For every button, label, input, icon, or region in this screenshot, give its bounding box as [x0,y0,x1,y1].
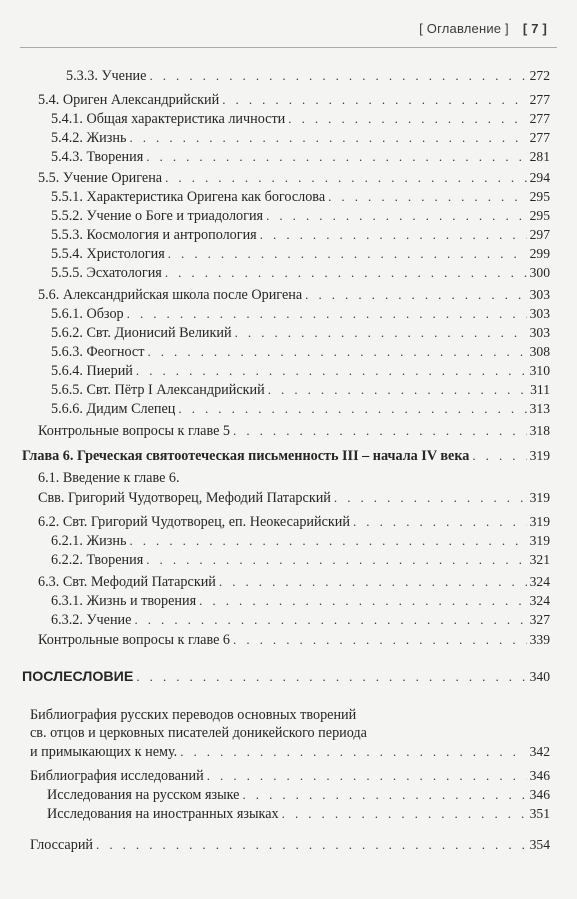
toc-entry-page: 319 [529,448,550,463]
toc-entry-page: 339 [529,632,550,647]
toc-entry-title: Исследования на иностранных языках [47,806,279,822]
toc-entry[interactable] [38,513,550,531]
toc-entry-title: 5.5.5. Эсхатология [51,265,162,281]
toc-entry-title[interactable]: 6.1. Введение к главе 6. [38,470,180,486]
toc-entry[interactable] [47,805,550,823]
toc-entry-page: 272 [529,68,550,83]
toc-entry-title: Глава 6. Греческая святоотеческая письменность III – начала IV века [22,448,470,464]
toc-entry[interactable] [51,207,550,225]
page-number: [ 7 ] [522,21,547,36]
toc-entry-title: 5.5.1. Характеристика Оригена как богослова [51,189,326,205]
toc-entry-page: 319 [529,490,550,505]
toc-entry-title: 6.2.2. Творения [51,552,144,568]
section-label: [ Оглавление ] [419,21,509,36]
toc-entry-page: 295 [529,208,550,223]
toc-entry[interactable] [30,836,550,854]
toc-entry-title: 5.6.5. Свт. Пётр I Александрийский [51,382,265,398]
toc-entry-page: 294 [529,170,550,185]
toc-part[interactable] [22,668,550,686]
toc-entry-page: 303 [529,325,550,340]
toc-entry-title: 5.5. Учение Оригена [38,170,163,186]
toc-entry-page: 313 [529,401,550,416]
toc-entry-title: Контрольные вопросы к главе 5 [38,423,231,439]
toc-entry[interactable] [51,532,550,550]
toc-entry-title: Исследования на русском языке [47,787,240,803]
toc-entry-title: 5.4. Ориген Александрийский [38,92,220,108]
toc-entry-title: 5.5.3. Космология и антропология [51,227,257,243]
toc-entry-page: 281 [529,149,550,164]
toc-entry-title: 5.6. Александрийская школа после Оригена [38,287,303,303]
toc-entry[interactable] [47,786,550,804]
toc-entry-page: 297 [529,227,550,242]
toc-entry-page: 327 [529,612,550,627]
toc-entry-page: 354 [529,837,550,852]
toc-entry[interactable] [51,264,550,282]
toc-entry[interactable] [51,362,550,380]
toc-entry[interactable] [38,489,550,507]
toc-entry-page: 277 [529,111,550,126]
toc-entry-title: 6.2. Свт. Григорий Чудотворец, еп. Неокесарийский [38,514,350,530]
toc-entry-page: 321 [529,552,550,567]
toc-chapter[interactable] [22,447,550,465]
toc-entry[interactable] [38,286,550,304]
toc-entry-title: Свв. Григорий Чудотворец, Мефодий Патарский [38,490,331,506]
toc-entry[interactable] [51,343,550,361]
toc-entry[interactable] [51,400,550,418]
toc-entry-title: 5.4.3. Творения [51,149,144,165]
toc-entry-title: 5.3.3. Учение [66,68,147,84]
toc-entry[interactable] [51,551,550,569]
toc-entry-title: ПОСЛЕСЛОВИЕ [22,669,134,685]
toc-entry[interactable] [38,573,550,591]
toc-entry-title: 5.4.2. Жизнь [51,130,127,146]
toc-entry-page: 324 [529,574,550,589]
toc-entry[interactable] [51,188,550,206]
toc-entry[interactable] [51,381,550,399]
running-header [419,21,547,36]
toc-entry-title: 6.3.2. Учение [51,612,132,628]
toc-entry[interactable] [38,169,550,187]
toc-entry-page: 300 [529,265,550,280]
header-rule [20,47,557,48]
toc-entry-page: 295 [529,189,550,204]
toc-entry-title[interactable]: Библиография русских переводов основных творений [30,707,357,723]
toc-entry-title: 5.6.6. Дидим Слепец [51,401,176,417]
toc-entry-title: 5.5.2. Учение о Боге и триадология [51,208,264,224]
toc-entry[interactable] [51,129,550,147]
toc-entry-page: 308 [529,344,550,359]
toc-entry-title: 6.3. Свт. Мефодий Патарский [38,574,216,590]
toc-entry-title: 5.6.2. Свт. Дионисий Великий [51,325,232,341]
toc-entry-page: 351 [529,806,550,821]
toc-entry[interactable] [51,305,550,323]
toc-entry-title: 6.3.1. Жизнь и творения [51,593,197,609]
toc-entry[interactable] [38,631,550,649]
toc-entry[interactable] [66,67,550,85]
toc-entry[interactable] [51,110,550,128]
toc-entry[interactable] [38,422,550,440]
toc-entry-page: 299 [529,246,550,261]
toc-entry-page: 311 [530,382,550,397]
toc-entry[interactable] [51,324,550,342]
toc-entry-title: и примыкающих к нему. [30,744,178,760]
toc-entry-title: Библиография исследований [30,768,204,784]
toc-entry-page: 319 [529,514,550,529]
toc-entry-title[interactable]: св. отцов и церковных писателей доникейского периода [30,725,367,741]
toc-entry[interactable] [30,767,550,785]
toc-entry-page: 303 [529,306,550,321]
toc-entry-page: 303 [529,287,550,302]
toc-entry-title: 5.6.4. Пиерий [51,363,133,379]
toc-entry-page: 318 [529,423,550,438]
toc-entry-page: 277 [529,92,550,107]
toc-entry[interactable] [51,245,550,263]
toc-entry-page: 342 [529,744,550,759]
toc-entry[interactable] [38,91,550,109]
toc-entry-page: 346 [529,768,550,783]
toc-entry-title: 5.4.1. Общая характеристика личности [51,111,286,127]
toc-entry-page: 340 [529,669,550,684]
toc-entry[interactable] [51,226,550,244]
toc-entry-title: 6.2.1. Жизнь [51,533,127,549]
toc-entry[interactable] [30,743,550,761]
toc-entry-page: 346 [529,787,550,802]
toc-entry[interactable] [51,611,550,629]
toc-entry-page: 324 [529,593,550,608]
toc-entry-title: Контрольные вопросы к главе 6 [38,632,231,648]
toc-entry-title: Глоссарий [30,837,94,853]
toc-entry-page: 310 [529,363,550,378]
toc-entry-page: 319 [529,533,550,548]
toc-entry-page: 277 [529,130,550,145]
toc-entry-title: 5.6.1. Обзор [51,306,124,322]
toc-entry[interactable] [51,592,550,610]
toc-entry[interactable] [51,148,550,166]
toc-entry-title: 5.6.3. Феогност [51,344,145,360]
toc-entry-title: 5.5.4. Христология [51,246,165,262]
